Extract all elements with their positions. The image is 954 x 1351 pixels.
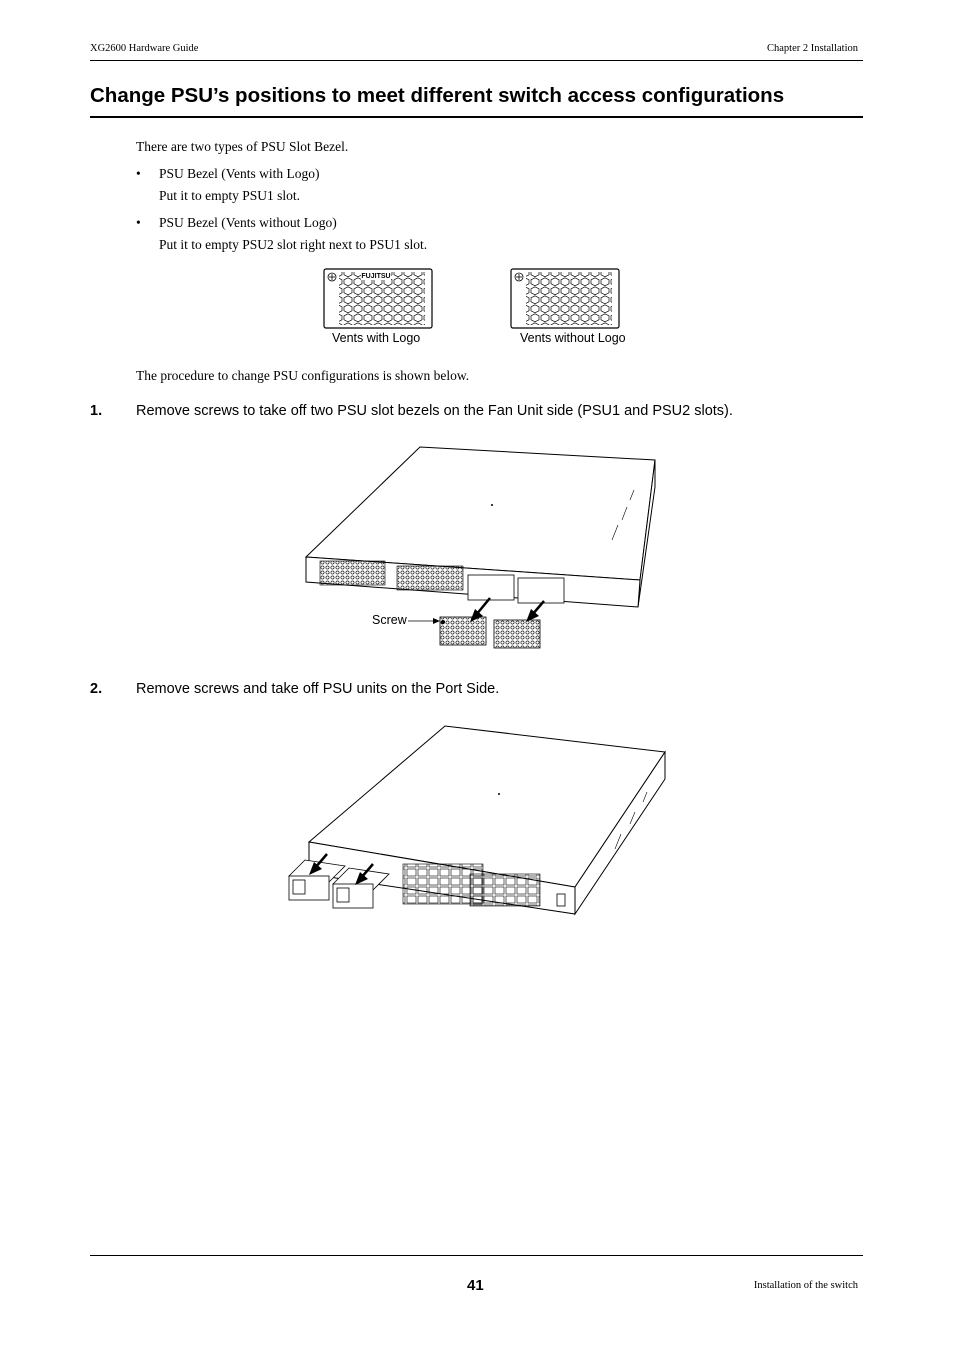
step-1-number: 1. xyxy=(90,403,103,419)
bullet-1-line1: PSU Bezel (Vents with Logo) xyxy=(159,166,320,181)
running-footer-right: Installation of the switch xyxy=(753,1280,858,1291)
header-divider xyxy=(90,60,863,61)
bullet-1-line2: Put it to empty PSU1 slot. xyxy=(159,188,301,203)
screw-label: Screw xyxy=(372,613,407,627)
bullet-icon: • xyxy=(136,166,141,181)
bezel-without-logo-figure xyxy=(510,268,620,330)
page-number: 41 xyxy=(467,1277,484,1294)
bullet-icon: • xyxy=(136,215,141,230)
title-divider xyxy=(90,116,863,118)
switch-port-side-figure xyxy=(285,724,670,919)
step-1-text: Remove screws to take off two PSU slot bezels on the Fan Unit side (PSU1 and PSU2 slots). xyxy=(136,403,733,419)
switch-fan-side-figure xyxy=(300,445,660,655)
bezel-with-logo-figure xyxy=(323,268,433,330)
step-2-number: 2. xyxy=(90,681,103,697)
bullet-2-line2: Put it to empty PSU2 slot right next to PSU1 slot. xyxy=(159,237,428,252)
footer-divider xyxy=(90,1255,863,1256)
screw-icon xyxy=(441,620,445,624)
step-2-text: Remove screws and take off PSU units on the Port Side. xyxy=(136,681,500,697)
section-title: Change PSU’s positions to meet different switch access configurations xyxy=(90,84,785,107)
caption-vents-without-logo: Vents without Logo xyxy=(520,331,626,345)
running-header-left: XG2600 Hardware Guide xyxy=(90,43,199,54)
procedure-intro: The procedure to change PSU configurations is shown below. xyxy=(136,368,470,383)
fujitsu-logo: FUJITSU xyxy=(361,273,391,280)
intro-paragraph: There are two types of PSU Slot Bezel. xyxy=(136,139,349,154)
running-header-right: Chapter 2 Installation xyxy=(767,43,858,54)
caption-vents-with-logo: Vents with Logo xyxy=(332,331,421,345)
arrow-icon xyxy=(526,601,544,622)
bullet-2-line1: PSU Bezel (Vents without Logo) xyxy=(159,215,337,230)
